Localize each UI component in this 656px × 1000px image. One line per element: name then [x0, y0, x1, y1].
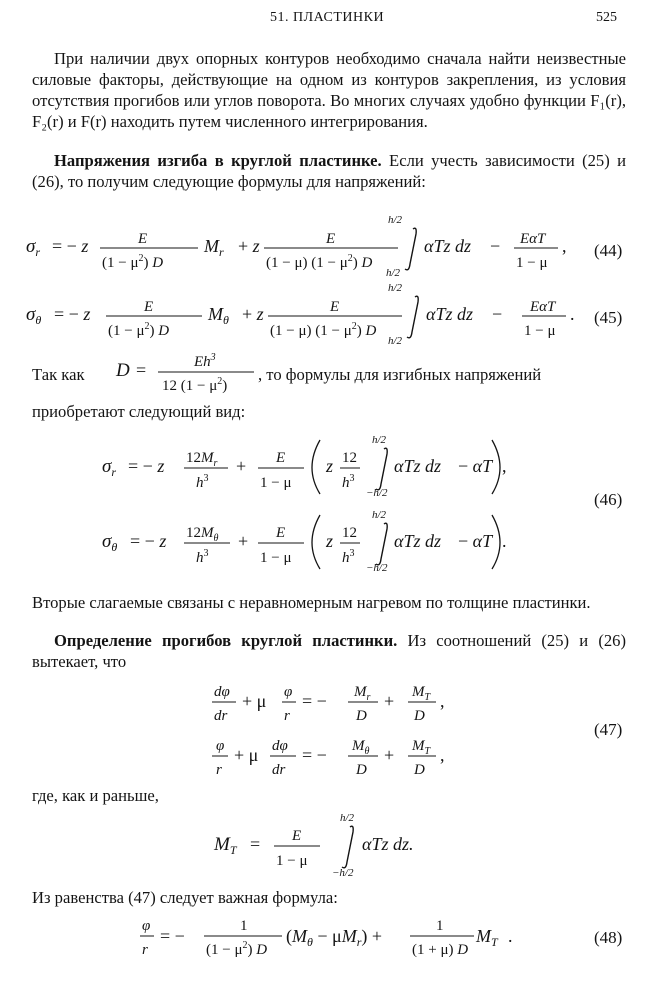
- svg-text:αTz dz: αTz dz: [424, 236, 471, 256]
- svg-text:E: E: [326, 231, 336, 247]
- svg-text:h/2: h/2: [388, 335, 403, 346]
- svg-text:+ μ: + μ: [242, 691, 267, 711]
- svg-text:h3: $h^3$: [342, 473, 355, 491]
- svg-text:Mθ: $M_\theta$: [352, 738, 370, 757]
- svg-text:EαT: EαT: [530, 299, 556, 315]
- svg-text:D: D: [414, 708, 425, 724]
- svg-text:dr: dr: [272, 762, 286, 778]
- svg-text:= − z: = − z: [52, 236, 89, 256]
- svg-text:=: =: [136, 360, 147, 380]
- equation-48: [130, 912, 550, 968]
- svg-text:12: 12: [342, 525, 357, 541]
- svg-text:αTz dz: αTz dz: [394, 456, 441, 476]
- svg-text:(Mθ − μMr) +: $(M_\theta - \mu M_r)$ +: [286, 926, 383, 949]
- svg-text:Eh3: Eh$^3$: [194, 352, 216, 370]
- svg-text:= − z: = − z: [54, 304, 91, 324]
- svg-text:αTz dz: αTz dz: [426, 304, 473, 324]
- equation-44: [20, 212, 640, 278]
- svg-text:E: E: [276, 450, 286, 466]
- svg-text:1 − μ: 1 − μ: [260, 550, 292, 566]
- svg-text:EαT: EαT: [520, 231, 546, 247]
- svg-text:,: ,: [440, 691, 445, 711]
- svg-text:12: 12: [342, 450, 357, 466]
- svg-text:(1 − μ) (1 − μ2) D: (1 − μ) $(1 - \mu^2)$ D: [266, 253, 373, 271]
- svg-text:+: +: [236, 456, 247, 476]
- svg-text:dr: dr: [214, 708, 228, 724]
- svg-text:h3: $h^3$: [196, 548, 209, 566]
- svg-text:,: ,: [502, 456, 507, 476]
- svg-text:h3: $h^3$: [342, 548, 355, 566]
- text-since: Так как: [32, 365, 85, 384]
- svg-text:−h/2: −h/2: [332, 867, 354, 879]
- svg-text:dφ: dφ: [272, 738, 288, 754]
- svg-text:h/2: h/2: [372, 509, 387, 521]
- svg-text:αTz dz: αTz dz: [394, 531, 441, 551]
- running-header: [0, 10, 656, 30]
- svg-text:− αT: − αT: [458, 531, 493, 551]
- svg-text:z: z: [326, 456, 334, 476]
- paragraph-intro: При наличии двух опорных контуров необходимо сначала найти неизвестные силовые факторы, действующие на одном из контуров закрепления, из условия отсутствия прогибов или углов поворота. Во многих случаях удобно функции F₁(r), F₂(r) и F(r) находить путем численного интегрирования.: [32, 49, 626, 131]
- svg-text:E: E: [292, 828, 302, 844]
- paragraph-text: Если учесть зависимости (25) и (26), то получим следующие формулы для напряжений:: [32, 151, 627, 191]
- section-heading-bending: Напряжения изгиба в круглой пластинке.: [54, 151, 382, 170]
- svg-text:,: ,: [440, 745, 445, 765]
- svg-text:− αT: − αT: [458, 456, 493, 476]
- svg-text:12Mr: $12M_r$: [186, 450, 218, 469]
- svg-text:(1 − μ2) D: $(1 - \mu^2)$ D: [102, 253, 164, 271]
- svg-text:= −: = −: [160, 926, 185, 946]
- svg-text:φ: φ: [216, 738, 225, 754]
- svg-text:1: 1: [436, 918, 444, 934]
- svg-text:−: −: [492, 304, 503, 324]
- svg-text:+ z: + z: [238, 236, 260, 256]
- svg-text:φ: φ: [284, 684, 293, 700]
- svg-text:+: +: [384, 691, 395, 711]
- section-heading-deflections: Определение прогибов круглой пластинки.: [54, 631, 398, 650]
- svg-text:E: E: [138, 231, 148, 247]
- equation-D-definition: [110, 348, 260, 398]
- svg-text:= − z: = − z: [130, 531, 167, 551]
- svg-text:r: r: [142, 942, 148, 958]
- equation-MT: [206, 810, 446, 880]
- svg-text:Mr: $M_r$: [204, 236, 224, 259]
- svg-text:σθ: $\sigma_\theta$: [102, 531, 118, 554]
- equation-number-44: (44): [594, 241, 623, 260]
- svg-text:−: −: [490, 236, 501, 256]
- page-number: 525: [596, 10, 617, 25]
- equation-number-47: (47): [594, 720, 623, 739]
- svg-text:,: ,: [562, 236, 567, 256]
- svg-text:D: D: [414, 762, 425, 778]
- svg-text:MT: $M_T$: [214, 834, 237, 857]
- svg-text:.: .: [570, 304, 575, 324]
- equation-47: [200, 680, 480, 790]
- svg-text:−h/2: −h/2: [366, 487, 388, 499]
- svg-text:= −: = −: [302, 745, 327, 765]
- section-title: 51. ПЛАСТИНКИ: [270, 10, 385, 25]
- svg-text:r: r: [284, 708, 290, 724]
- svg-text:1 − μ: 1 − μ: [516, 255, 548, 271]
- svg-text:Mθ: $M_\theta$: [208, 304, 229, 327]
- equation-number-45: (45): [594, 308, 623, 327]
- paragraph-bending-stresses: [32, 150, 626, 192]
- paragraph-text: Из соотношений (25) и (26) вытекает, что: [32, 631, 626, 671]
- svg-text:Mr: $M_r$: [354, 684, 371, 703]
- svg-text:= −: = −: [302, 691, 327, 711]
- svg-text:MT: $M_T$: [412, 738, 431, 757]
- svg-text:(1 − μ2) D: $(1 - \mu^2)$ D: [206, 940, 268, 958]
- svg-text:−h/2: −h/2: [366, 562, 388, 574]
- svg-text:(1 − μ2) D: $(1 - \mu^2)$ D: [108, 321, 170, 339]
- equation-45: [20, 280, 640, 346]
- svg-text:(1 + μ) D: (1 + μ) D: [412, 942, 469, 958]
- svg-text:E: E: [144, 299, 154, 315]
- svg-text:h/2: h/2: [388, 282, 403, 294]
- svg-text:MT: $M_T$: [476, 926, 498, 949]
- svg-text:.: .: [508, 926, 513, 946]
- svg-text:h/2: h/2: [372, 434, 387, 446]
- svg-text:r: r: [216, 762, 222, 778]
- svg-text:h/2: h/2: [388, 214, 403, 226]
- text-bending-formulas: , то формулы для изгибных напряжений: [258, 365, 542, 384]
- svg-text:+ μ: + μ: [234, 745, 259, 765]
- svg-text:E: E: [276, 525, 286, 541]
- svg-text:+: +: [238, 531, 249, 551]
- svg-text:= − z: = − z: [128, 456, 165, 476]
- svg-text:h/2: h/2: [340, 812, 355, 824]
- text-take-form: приобретают следующий вид:: [32, 402, 246, 421]
- text-as-before: где, как и раньше,: [32, 786, 159, 805]
- svg-text:σr: $\sigma_r$: [102, 456, 117, 479]
- svg-text:h/2: h/2: [386, 267, 401, 278]
- svg-text:1 − μ: 1 − μ: [524, 323, 556, 339]
- svg-text:h3: $h^3$: [196, 473, 209, 491]
- svg-text:z: z: [326, 531, 334, 551]
- svg-text:αTz dz.: αTz dz.: [362, 834, 414, 854]
- equation-number-46: (46): [594, 490, 623, 509]
- svg-text:.: .: [502, 531, 507, 551]
- svg-text:12 (1 − μ2): 12 $(1 - \mu^2)$: [162, 376, 228, 394]
- svg-text:D: D: [116, 360, 130, 381]
- svg-text:1 − μ: 1 − μ: [260, 475, 292, 491]
- svg-text:MT: $M_T$: [412, 684, 431, 703]
- equation-number-48: (48): [594, 928, 623, 947]
- text-important-formula: Из равенства (47) следует важная формула:: [32, 888, 338, 907]
- svg-text:12Mθ: $12M_\theta$: [186, 525, 219, 544]
- svg-text:1: 1: [240, 918, 248, 934]
- svg-text:D: D: [356, 762, 367, 778]
- paragraph-deflections: [32, 630, 626, 672]
- svg-text:+: +: [384, 745, 395, 765]
- paragraph-second-terms: Вторые слагаемые связаны с неравномерным нагревом по толщине пластинки.: [32, 593, 591, 612]
- svg-text:D: D: [356, 708, 367, 724]
- svg-text:+ z: + z: [242, 304, 264, 324]
- svg-text:=: =: [250, 834, 261, 854]
- svg-text:σθ: $\sigma_\theta$: [26, 304, 42, 327]
- equation-46: [90, 432, 550, 578]
- svg-text:(1 − μ) (1 − μ2) D: (1 − μ) $(1 - \mu^2)$ D: [270, 321, 377, 339]
- svg-text:σr: $\sigma_r$: [26, 236, 41, 259]
- svg-text:dφ: dφ: [214, 684, 230, 700]
- svg-text:1 − μ: 1 − μ: [276, 853, 308, 869]
- svg-text:E: E: [330, 299, 340, 315]
- svg-text:φ: φ: [142, 918, 151, 934]
